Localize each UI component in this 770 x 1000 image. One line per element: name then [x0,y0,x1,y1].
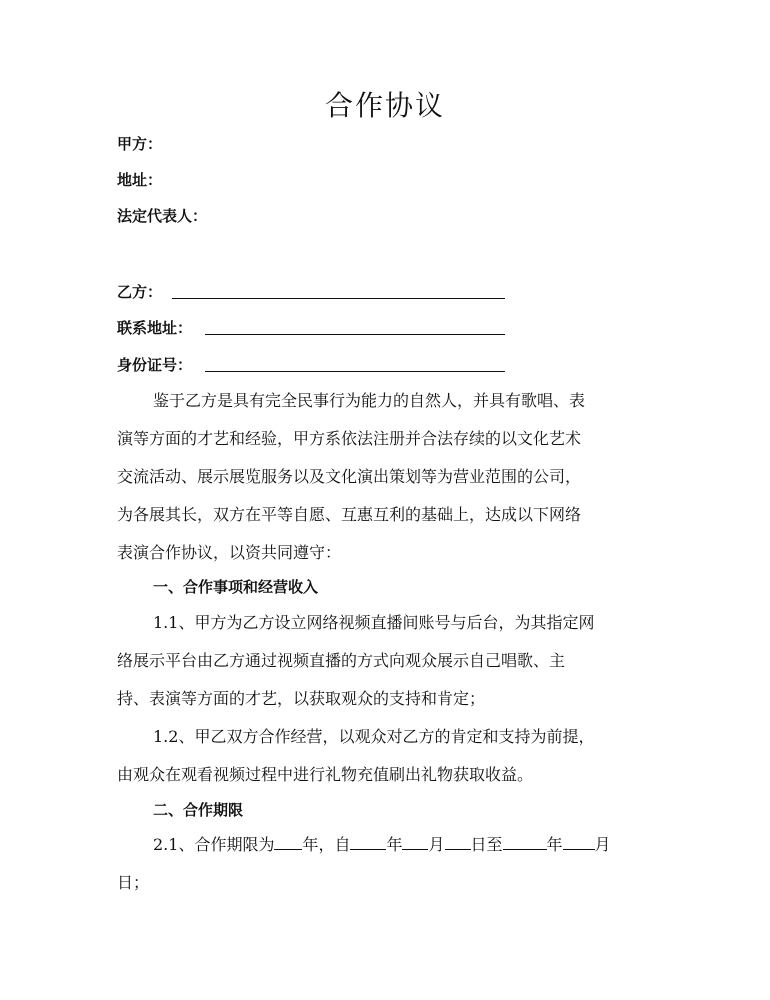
clause-line: 1.2、甲乙双方合作经营，以观众对乙方的肯定和支持为前提， [153,727,595,746]
clause-text: 年 [386,835,403,854]
party-b-id-number-label: 身份证号： [117,356,193,374]
clause-line: 络展示平台由乙方通过视频直播的方式向观众展示自己唱歌、主 [117,651,566,670]
preamble-paragraph [117,382,657,572]
term-years-blank [274,831,302,850]
section-1-heading: 一、合作事项和经营收入 [153,578,319,596]
clause-1-1 [117,604,657,718]
party-a-label: 甲方： [117,135,163,153]
clause-2-1-line [117,826,677,864]
section-2-heading: 二、合作期限 [153,801,244,819]
preamble-line: 鉴于乙方是具有完全民事行为能力的自然人，并具有歌唱、表 [153,391,586,410]
clause-line: 由观众在观看视频过程中进行礼物充值刷出礼物获取收益。 [117,765,534,784]
clause-2-1-end: 日； [117,873,150,892]
preamble-line: 表演合作协议，以资共同遵守： [117,543,342,562]
clause-text: 月 [428,835,445,854]
end-year-blank [503,831,547,850]
clause-1-2 [117,718,657,794]
preamble-line: 交流活动、展示展览服务以及文化演出策划等为营业范围的公司， [117,467,582,486]
clause-2-1 [117,826,677,902]
id-number-blank-line [205,371,505,372]
start-year-blank [350,831,386,850]
clause-text: 月 [594,835,611,854]
document-title: 合作协议 [324,89,445,122]
party-b-label: 乙方： [117,283,163,301]
contact-address-blank-line [205,334,505,335]
clause-text: 年，自 [302,835,351,854]
clause-line: 持、表演等方面的才艺，以获取观众的支持和肯定； [117,689,486,708]
clause-text: 2.1、合作期限为 [153,835,275,854]
start-day-blank [445,831,471,850]
preamble-line: 为各展其长，双方在平等自愿、互惠互利的基础上，达成以下网络 [117,505,582,524]
start-month-blank [402,831,428,850]
party-b-contact-address-label: 联系地址： [117,319,193,337]
clause-line: 1.1、甲方为乙方设立网络视频直播间账号与后台，为其指定网 [153,613,595,632]
preamble-line: 演等方面的才艺和经验，甲方系依法注册并合法存续的以文化艺术 [117,429,582,448]
end-month-blank [563,831,595,850]
party-b-blank-line [172,298,505,299]
party-a-legal-rep-label: 法定代表人： [117,207,208,225]
clause-text: 日至 [470,835,503,854]
clause-text: 年 [546,835,563,854]
party-a-address-label: 地址： [117,171,163,189]
